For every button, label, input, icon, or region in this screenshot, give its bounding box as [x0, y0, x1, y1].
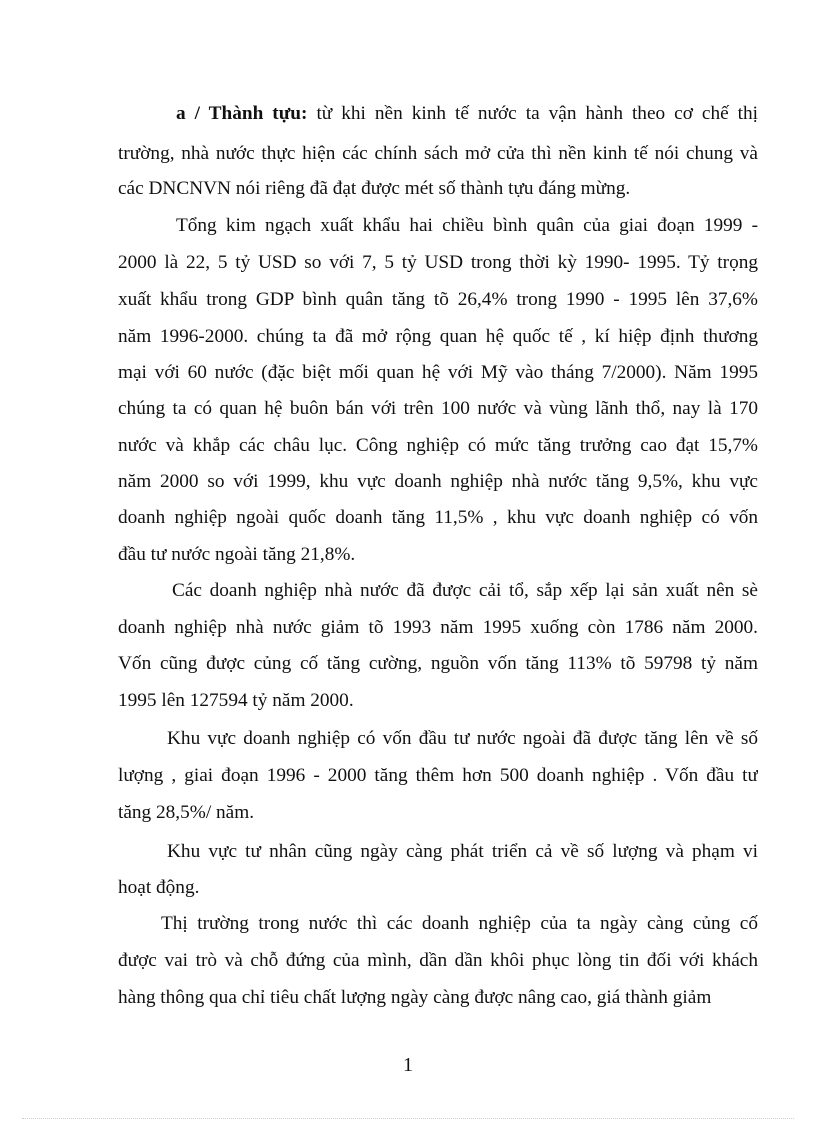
- paragraph-line: a / Thành tựu: từ khi nền kinh tế nước ta vận hành theo cơ chế thị: [176, 103, 758, 124]
- paragraph-line: đầu tư nước ngoài tăng 21,8%.: [118, 544, 356, 565]
- paragraph-line: năm 1996-2000. chúng ta đã mở rộng quan hệ quốc tế , kí hiệp định thương: [118, 326, 758, 347]
- section-heading: a / Thành tựu:: [176, 103, 308, 124]
- paragraph-line: Khu vực doanh nghiệp có vốn đầu tư nước ngoài đã được tăng lên về số: [167, 728, 758, 749]
- paragraph-line: doanh nghiệp ngoài quốc doanh tăng 11,5% , khu vực doanh nghiệp có vốn: [118, 507, 758, 528]
- paragraph-line: xuất khẩu trong GDP bình quân tăng tõ 26,4% trong 1990 - 1995 lên 37,6%: [118, 289, 758, 310]
- paragraph-line: Tổng kim ngạch xuất khẩu hai chiều bình quân của giai đoạn 1999 -: [176, 215, 758, 236]
- paragraph-line: 1995 lên 127594 tỷ năm 2000.: [118, 690, 354, 711]
- paragraph-line: mại với 60 nước (đặc biệt mối quan hệ với Mỹ vào tháng 7/2000). Năm 1995: [118, 362, 758, 383]
- page-bottom-border: [22, 1118, 794, 1119]
- paragraph-line: các DNCNVN nói riêng đã đạt được mét số thành tựu đáng mừng.: [118, 178, 631, 199]
- paragraph-line: 2000 là 22, 5 tỷ USD so với 7, 5 tỷ USD trong thời kỳ 1990- 1995. Tỷ trọng: [118, 252, 758, 273]
- paragraph-line: hoạt động.: [118, 877, 200, 898]
- paragraph-line: nước và khắp các châu lục. Công nghiệp có mức tăng trưởng cao đạt 15,7%: [118, 435, 758, 456]
- paragraph-line: lượng , giai đoạn 1996 - 2000 tăng thêm hơn 500 doanh nghiệp . Vốn đầu tư: [118, 765, 758, 786]
- paragraph-line: Thị trường trong nước thì các doanh nghiệp của ta ngày càng củng cố: [161, 913, 758, 934]
- paragraph-line: Vốn cũng được củng cố tăng cường, nguồn vốn tăng 113% tõ 59798 tỷ năm: [118, 653, 758, 674]
- paragraph-line: được vai trò và chỗ đứng của mình, dần dần khôi phục lòng tin đối với khách: [118, 950, 758, 971]
- paragraph-line: trường, nhà nước thực hiện các chính sách mở cửa thì nền kinh tế nói chung và: [118, 143, 758, 164]
- paragraph-line: hàng thông qua chỉ tiêu chất lượng ngày càng được nâng cao, giá thành giảm: [118, 987, 712, 1008]
- paragraph-line: tăng 28,5%/ năm.: [118, 802, 255, 823]
- paragraph-line: chúng ta có quan hệ buôn bán với trên 100 nước và vùng lãnh thổ, nay là 170: [118, 398, 758, 419]
- paragraph-line: năm 2000 so với 1999, khu vực doanh nghiệp nhà nước tăng 9,5%, khu vực: [118, 471, 758, 492]
- paragraph-line: doanh nghiệp nhà nước giảm tõ 1993 năm 1995 xuống còn 1786 năm 2000.: [118, 617, 758, 638]
- page-number: 1: [403, 1054, 413, 1076]
- paragraph-line: Các doanh nghiệp nhà nước đã được cải tổ, sắp xếp lại sản xuất nên sè: [172, 580, 758, 601]
- paragraph-line: Khu vực tư nhân cũng ngày càng phát triển cả về số lượng và phạm vi: [167, 841, 758, 862]
